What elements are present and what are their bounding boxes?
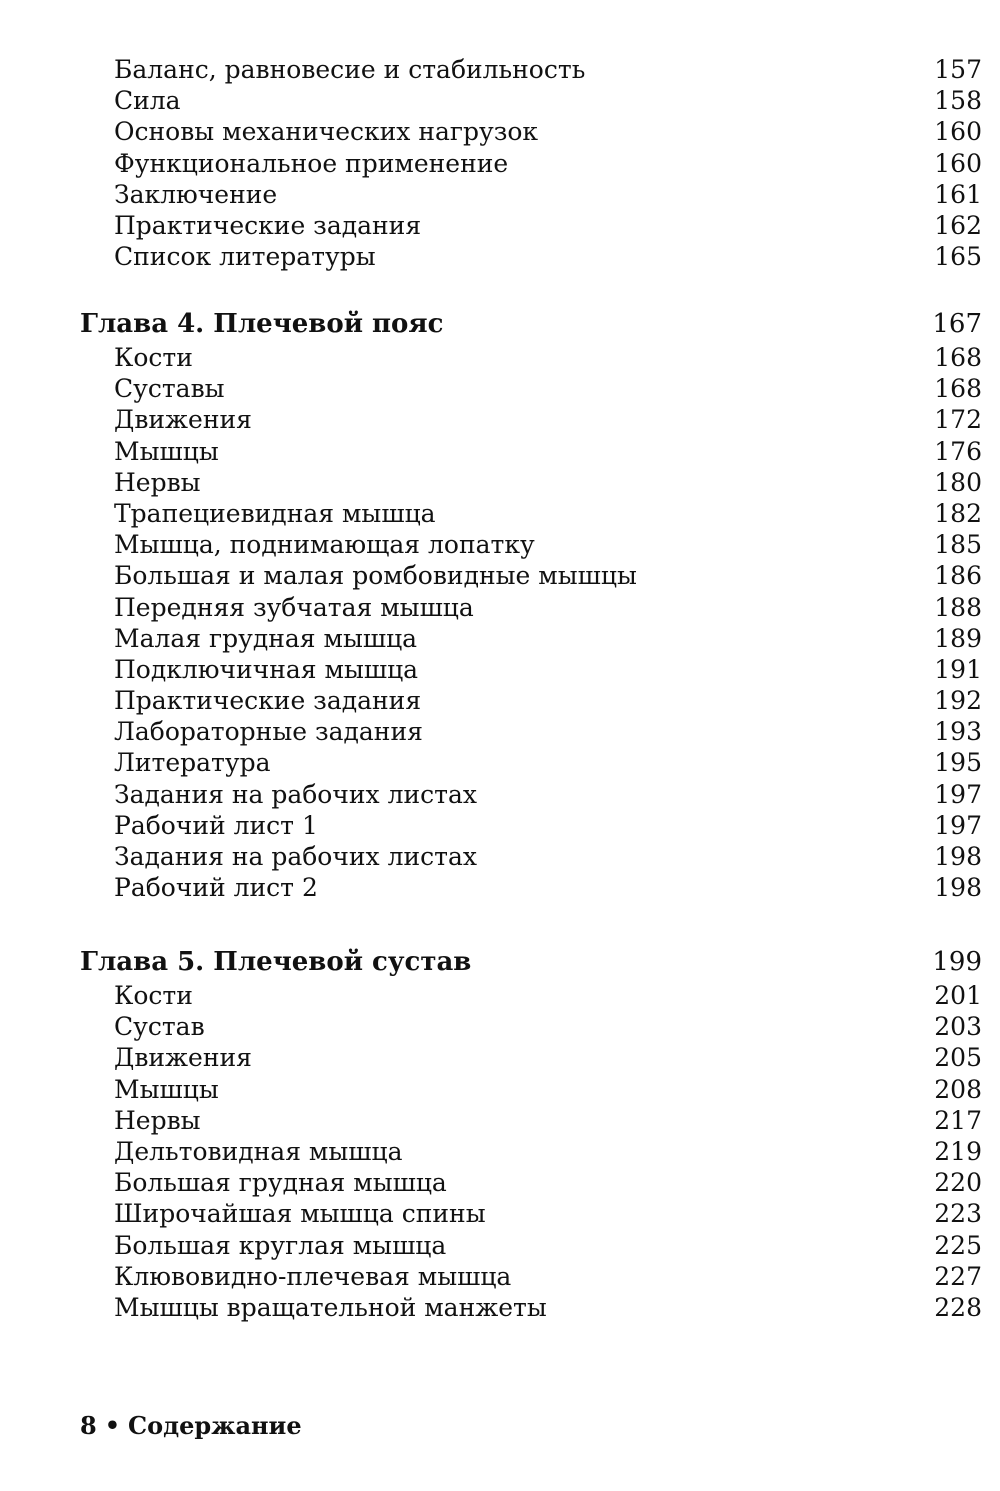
toc-entry-page-number: 161	[934, 179, 982, 209]
toc-entry[interactable]	[80, 342, 982, 373]
toc-entry[interactable]	[80, 654, 982, 685]
toc-entry-page-number: 195	[934, 748, 982, 778]
toc-entry-title: Задания на рабочих листах	[114, 779, 477, 809]
toc-entry[interactable]	[80, 1292, 982, 1323]
toc-entry-page-number: 160	[934, 117, 982, 147]
toc-entry-page-number: 191	[934, 654, 982, 684]
toc-entry-title: Мышцы вращательной манжеты	[114, 1292, 547, 1322]
toc-entry-title: Мышцы	[114, 436, 219, 466]
toc-entry-title: Кости	[114, 981, 193, 1010]
toc-entry-page-number: 228	[934, 1292, 982, 1322]
toc-entry-title: Суставы	[114, 374, 225, 404]
toc-entry-page-number: 188	[934, 592, 982, 622]
toc-entry-title: Кости	[114, 343, 193, 372]
page-footer	[80, 1411, 302, 1440]
toc-entry[interactable]	[80, 404, 982, 435]
toc-entry-title: Основы механических нагрузок	[114, 117, 539, 147]
toc-entry[interactable]	[80, 467, 982, 498]
chapter-page-number: 167	[932, 309, 982, 339]
toc-entry-page-number: 201	[934, 981, 982, 1010]
toc-entry[interactable]	[80, 498, 982, 529]
toc-entry[interactable]	[80, 210, 982, 241]
toc-entry-title: Лабораторные задания	[114, 717, 423, 747]
toc-entry[interactable]	[80, 747, 982, 778]
toc-entry[interactable]	[80, 716, 982, 747]
toc-entry[interactable]	[80, 241, 982, 272]
toc-chapter-5	[80, 944, 982, 1323]
chapter-heading[interactable]	[80, 306, 982, 342]
toc-entry[interactable]	[80, 529, 982, 560]
toc-entry-title: Подключичная мышца	[114, 654, 419, 684]
toc-entry-title: Мышцы	[114, 1074, 219, 1104]
toc-entry-title: Литература	[114, 748, 271, 778]
toc-entry-title: Дельтовидная мышца	[114, 1136, 403, 1166]
toc-entry-page-number: 185	[934, 530, 982, 560]
toc-entry-title: Список литературы	[114, 242, 376, 272]
toc-entry-page-number: 180	[934, 467, 982, 497]
toc-entry[interactable]	[80, 779, 982, 810]
toc-entry-title: Сила	[114, 86, 181, 116]
toc-entry-page-number: 172	[934, 405, 982, 435]
toc-entry[interactable]	[80, 1042, 982, 1073]
toc-entry-title: Движения	[114, 405, 252, 435]
toc-entry-title: Передняя зубчатая мышца	[114, 592, 474, 622]
toc-entry-page-number: 160	[934, 148, 982, 178]
chapter-page-number: 199	[932, 947, 982, 977]
toc-entry-title: Нервы	[114, 1105, 201, 1135]
toc-entry-page-number: 182	[934, 498, 982, 528]
toc-entry-page-number: 193	[934, 717, 982, 747]
toc-entry[interactable]	[80, 1167, 982, 1198]
toc-entry[interactable]	[80, 1074, 982, 1105]
toc-entry[interactable]	[80, 980, 982, 1011]
toc-entry-title: Малая грудная мышца	[114, 623, 418, 653]
toc-entry[interactable]	[80, 1136, 982, 1167]
toc-entry-title: Рабочий лист 2	[114, 873, 318, 903]
toc-entry[interactable]	[80, 1105, 982, 1136]
toc-entry[interactable]	[80, 1230, 982, 1261]
toc-entry[interactable]	[80, 1198, 982, 1229]
toc-entry-title: Функциональное применение	[114, 148, 509, 178]
toc-entry-page-number: 203	[934, 1012, 982, 1042]
toc-entry-title: Заключение	[114, 179, 278, 209]
toc-entry[interactable]	[80, 116, 982, 147]
toc-entry-page-number: 197	[934, 779, 982, 809]
chapter-title: Глава 4. Плечевой пояс	[80, 309, 444, 339]
toc-entry-page-number: 220	[934, 1168, 982, 1198]
toc-entry-title: Движения	[114, 1043, 252, 1073]
toc-entry-title: Трапециевидная мышца	[114, 498, 436, 528]
toc-entry-title: Большая и малая ромбовидные мышцы	[114, 561, 637, 591]
toc-chapter-4	[80, 306, 982, 903]
footer-section-title: Содержание	[128, 1411, 302, 1440]
toc-entry[interactable]	[80, 592, 982, 623]
toc-entry-title: Большая грудная мышца	[114, 1168, 447, 1198]
footer-page-number: 8	[80, 1411, 97, 1440]
toc-entry-page-number: 192	[934, 686, 982, 716]
toc-entry-page-number: 219	[934, 1136, 982, 1166]
toc-entry[interactable]	[80, 560, 982, 591]
toc-section-continued	[80, 54, 982, 272]
toc-entry-page-number: 157	[934, 55, 982, 84]
toc-entry-page-number: 225	[934, 1230, 982, 1260]
toc-entry-page-number: 158	[934, 86, 982, 116]
toc-entry[interactable]	[80, 810, 982, 841]
toc-entry-page-number: 198	[934, 873, 982, 903]
toc-entry[interactable]	[80, 373, 982, 404]
toc-entry-page-number: 208	[934, 1074, 982, 1104]
chapter-entries	[80, 342, 982, 903]
toc-entry[interactable]	[80, 841, 982, 872]
toc-entry[interactable]	[80, 436, 982, 467]
toc-entry[interactable]	[80, 179, 982, 210]
toc-entry[interactable]	[80, 85, 982, 116]
toc-entry-title: Рабочий лист 1	[114, 810, 318, 840]
toc-entry[interactable]	[80, 54, 982, 85]
toc-entry-page-number: 186	[934, 561, 982, 591]
footer-bullet: •	[104, 1411, 121, 1440]
toc-entry-page-number: 176	[934, 436, 982, 466]
toc-entry-title: Сустав	[114, 1012, 205, 1042]
toc-entry-title: Практические задания	[114, 686, 422, 716]
toc-entry-title: Баланс, равновесие и стабильность	[114, 55, 586, 84]
toc-entry[interactable]	[80, 623, 982, 654]
toc-entry[interactable]	[80, 685, 982, 716]
toc-entry-title: Клювовидно-плечевая мышца	[114, 1261, 512, 1291]
toc-entry-page-number: 198	[934, 842, 982, 871]
toc-entry-page-number: 227	[934, 1261, 982, 1291]
toc-entry-page-number: 197	[934, 810, 982, 840]
toc-entry[interactable]	[80, 872, 982, 903]
toc-entry-page-number: 165	[934, 242, 982, 272]
chapter-title: Глава 5. Плечевой сустав	[80, 947, 472, 977]
toc-entry[interactable]	[80, 1261, 982, 1292]
toc-entry-title: Практические задания	[114, 210, 422, 240]
toc-entry[interactable]	[80, 148, 982, 179]
toc-entry-page-number: 223	[934, 1199, 982, 1229]
toc-entry-page-number: 217	[934, 1105, 982, 1135]
chapter-entries	[80, 980, 982, 1323]
toc-entry[interactable]	[80, 1011, 982, 1042]
toc-entry-title: Мышца, поднимающая лопатку	[114, 530, 535, 560]
toc-entry-page-number: 205	[934, 1043, 982, 1073]
toc-entry-page-number: 168	[934, 374, 982, 404]
toc-entry-title: Задания на рабочих листах	[114, 842, 477, 871]
toc-entry-page-number: 189	[934, 623, 982, 653]
chapter-heading[interactable]	[80, 944, 982, 980]
toc-entry-page-number: 168	[934, 343, 982, 372]
toc-entry-title: Широчайшая мышца спины	[114, 1199, 486, 1229]
toc-entry-page-number: 162	[934, 210, 982, 240]
toc-entry-title: Нервы	[114, 467, 201, 497]
toc-entry-title: Большая круглая мышца	[114, 1230, 447, 1260]
